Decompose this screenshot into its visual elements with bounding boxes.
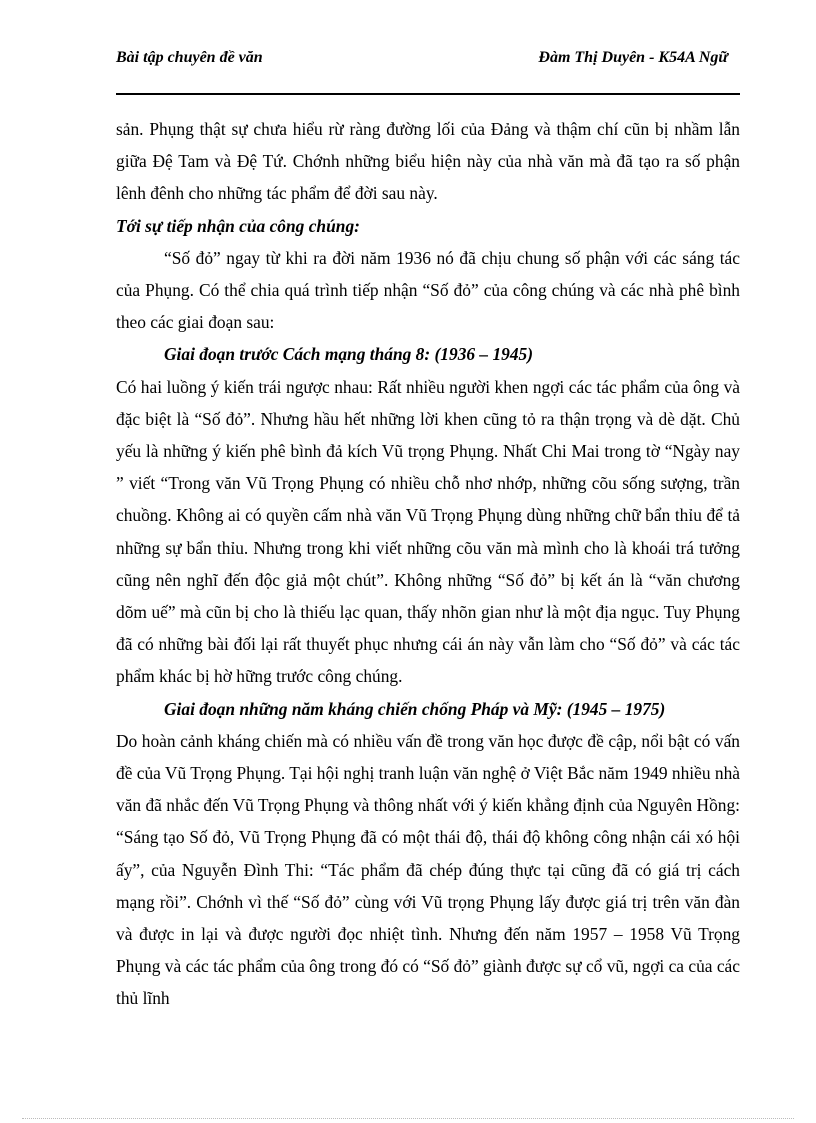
paragraph-intro: “Số đỏ” ngay từ khi ra đời năm 1936 nó đã chịu chung số phận với các sáng tác của Phụng. Có thể chia quá trình tiếp nhận “Số đỏ” của công chúng và các nhà phê bình theo các giai đoạn sau: [116, 247, 740, 333]
subsection-heading-pre-revolution: Giai đoạn trước Cách mạng tháng 8: (1936 – 1945) [164, 344, 534, 365]
header-author: Đàm Thị Duyên - K54A Ngữ [538, 49, 728, 66]
header-course-title: Bài tập chuyên đề văn [116, 49, 263, 66]
page-bottom-border [22, 1118, 794, 1119]
paragraph-pre-revolution: Có hai luồng ý kiến trái ngược nhau: Rất nhiều người khen ngợi các tác phẩm của ông và đặc biệt là “Số đỏ”. Nhưng hầu hết những lời khen cũng tỏ ra thận trọng và dè dặt. Chủ yếu là những ý kiến phê bình đả kích Vũ trọng Phụng. Nhất Chi Mai trong tờ “Ngày nay ” viết “Trong văn Vũ Trọng Phụng có nhiều chỗ nhơ nhớp, những cõu sống sượng, trần chuồng. Không ai có quyền cấm nhà văn Vũ Trọng Phụng dùng những chữ bẩn thỉu để tả những sự bẩn thỉu. Nhưng trong khi viết những cõu văn mà mình cho là khoái trá tưởng cũng nên nghĩ đến độc giả một chút”. Không những “Số đỏ” bị kết án là “văn chương dõm uế” mà cũn bị cho là thiếu lạc quan, thấy nhõn gian như là một địa ngục. Tuy Phụng đã có những bài đối lại rất thuyết phục nhưng cái án này vẫn làm cho “Số đỏ” và các tác phẩm khác bị hờ hững trước công chúng. [116, 376, 740, 687]
page-header [116, 48, 740, 94]
section-heading: Tới sự tiếp nhận của công chúng: [116, 215, 360, 236]
paragraph-resistance: Do hoàn cảnh kháng chiến mà có nhiều vấn đề trong văn học được đề cập, nổi bật có vấn đề của Vũ Trọng Phụng. Tại hội nghị tranh luận văn nghệ ở Việt Bắc năm 1949 nhiều nhà văn đã nhắc đến Vũ Trọng Phụng và thông nhất với ý kiến khẳng định của Nguyên Hồng: “Sáng tạo Số đỏ, Vũ Trọng Phụng đã có một thái độ, thái độ không công nhận cái xó hội ấy”, của Nguyễn Đình Thi: “Tác phẩm đã chép đúng thực tại cũng đã có giá trị cách mạng rồi”. Chớnh vì thế “Số đỏ” cùng với Vũ trọng Phụng lấy được giá trị trên văn đàn và được in lại và được người đọc nhiệt tình. Nhưng đến năm 1957 – 1958 Vũ Trọng Phụng và các tác phẩm của ông trong đó có “Số đỏ” giành được sự cổ vũ, ngợi ca của các thủ lĩnh [116, 730, 740, 1009]
header-divider [116, 93, 740, 95]
subsection-heading-resistance: Giai đoạn những năm kháng chiến chống Pháp và Mỹ: (1945 – 1975) [164, 698, 666, 719]
paragraph-continuation: sản. Phụng thật sự chưa hiểu rừ ràng đường lối của Đảng và thậm chí cũn bị nhầm lẫn giữa Đệ Tam và Đệ Tứ. Chớnh những biểu hiện này của nhà văn mà đã tạo ra số phận lênh đênh cho những tác phẩm để đời sau này. [116, 119, 740, 204]
document-body [116, 113, 740, 1015]
